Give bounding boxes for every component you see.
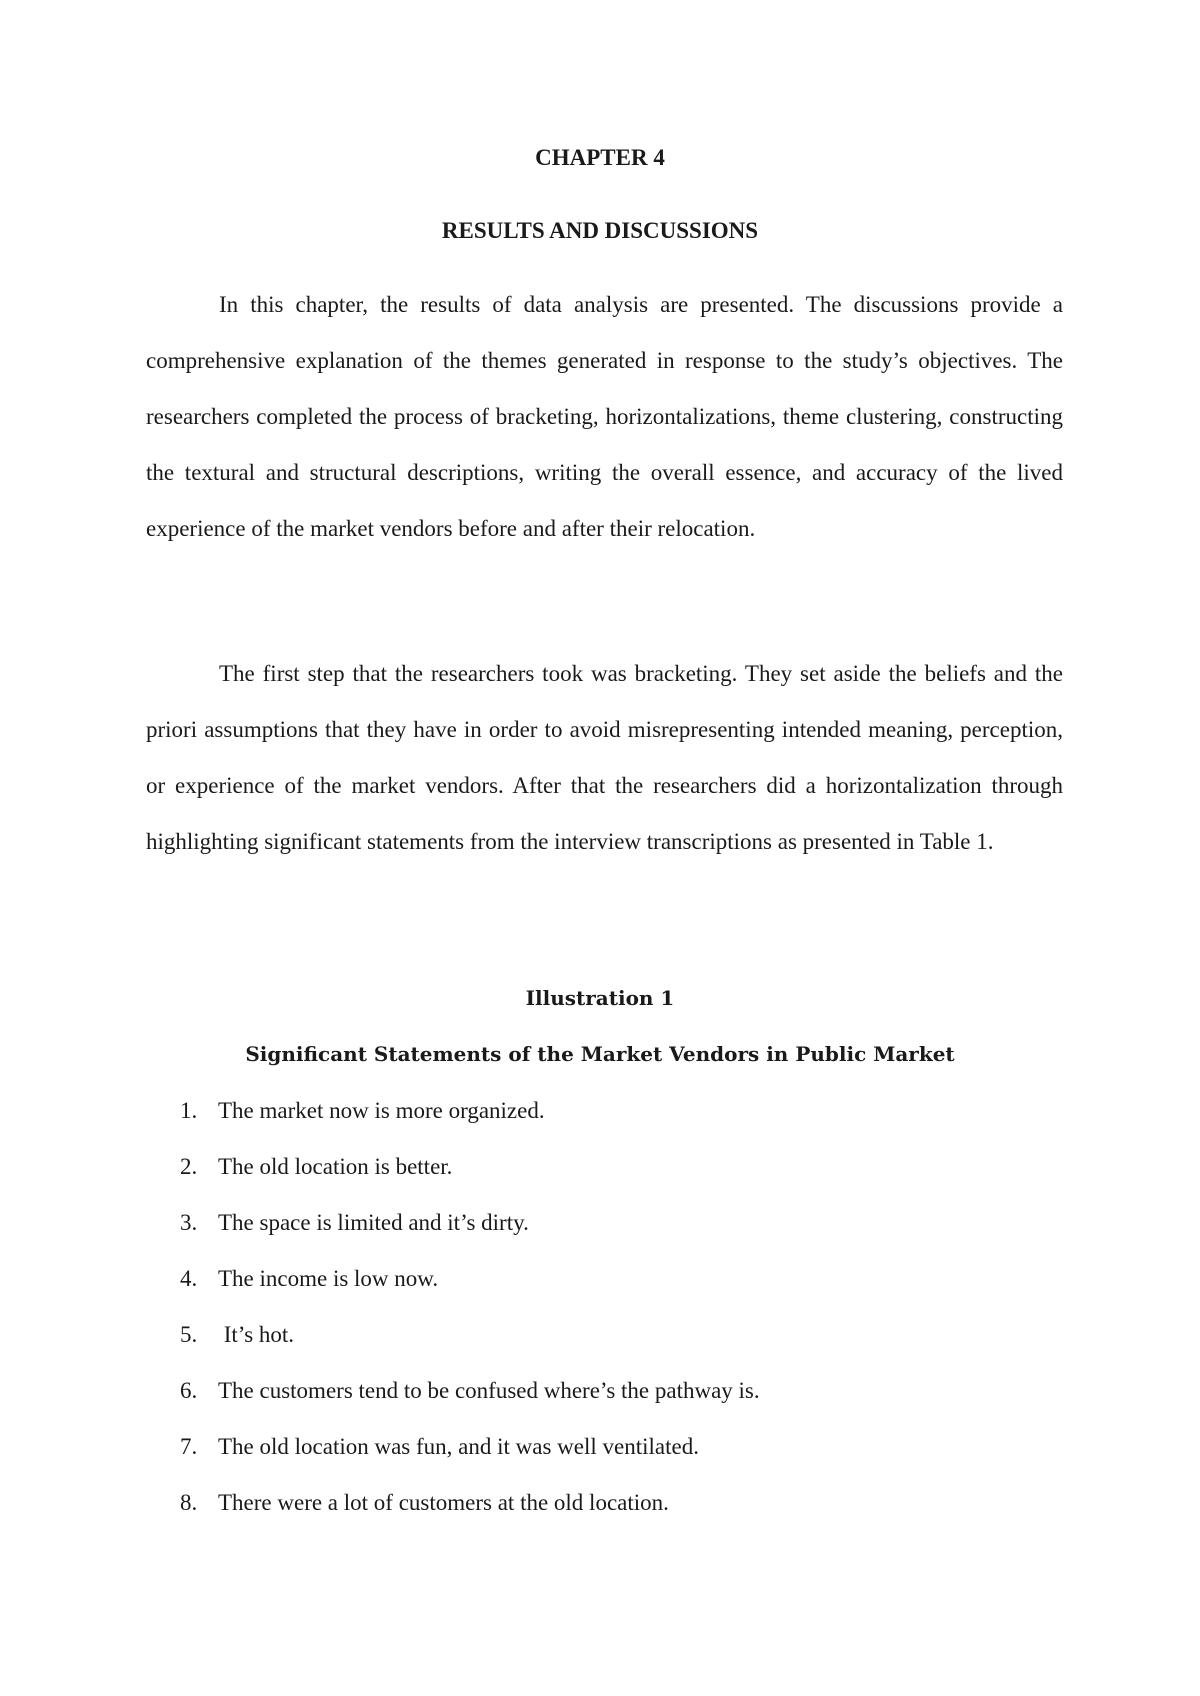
list-item — [180, 1139, 1060, 1195]
list-item-number: 4. — [180, 1266, 198, 1291]
list-item-number: 7. — [180, 1434, 198, 1459]
list-item-text: There were a lot of customers at the old location. — [218, 1490, 669, 1515]
list-item-number: 3. — [180, 1210, 198, 1235]
list-item — [180, 1307, 1060, 1363]
list-item-text: It’s hot. — [218, 1322, 295, 1347]
list-item-number: 5. — [180, 1322, 198, 1347]
list-item-text: The market now is more organized. — [218, 1098, 545, 1123]
list-item — [180, 1363, 1060, 1419]
list-item-number: 2. — [180, 1154, 198, 1179]
list-item-text: The old location was fun, and it was well ventilated. — [218, 1434, 699, 1459]
list-item — [180, 1419, 1060, 1475]
list-item-text: The customers tend to be confused where’s the pathway is. — [218, 1378, 760, 1403]
chapter-title: RESULTS AND DISCUSSIONS — [441, 218, 759, 243]
list-item — [180, 1195, 1060, 1251]
statements-list — [180, 1083, 1060, 1531]
list-item — [180, 1475, 1060, 1531]
paragraph-intro: In this chapter, the results of data analysis are presented. The discussions provide a comprehensive explanation of the themes generated in response to the study’s objectives. The researchers completed the process of bracketing, horizontalizations, theme clustering, constructing the textural and structural descriptions, writing the overall essence, and accuracy of the lived experience of the market vendors before and after their relocation. — [146, 292, 1063, 541]
list-item-number: 6. — [180, 1378, 198, 1403]
list-item-number: 1. — [180, 1098, 198, 1123]
list-item — [180, 1083, 1060, 1139]
chapter-heading: CHAPTER 4 — [535, 145, 665, 170]
list-item-text: The old location is better. — [218, 1154, 453, 1179]
illustration-caption: Significant Statements of the Market Vendors in Public Market — [245, 1042, 955, 1066]
illustration-label: Illustration 1 — [525, 986, 675, 1010]
list-item-text: The income is low now. — [218, 1266, 439, 1291]
list-item — [180, 1251, 1060, 1307]
list-item-text: The space is limited and it’s dirty. — [218, 1210, 529, 1235]
paragraph-bracketing: The first step that the researchers took was bracketing. They set aside the beliefs and the priori assumptions that they have in order to avoid misrepresenting intended meaning, perception, or experience of the market vendors. After that the researchers did a horizontalization through highlighting significant statements from the interview transcriptions as presented in Table 1. — [146, 661, 1063, 854]
list-item-number: 8. — [180, 1490, 198, 1515]
